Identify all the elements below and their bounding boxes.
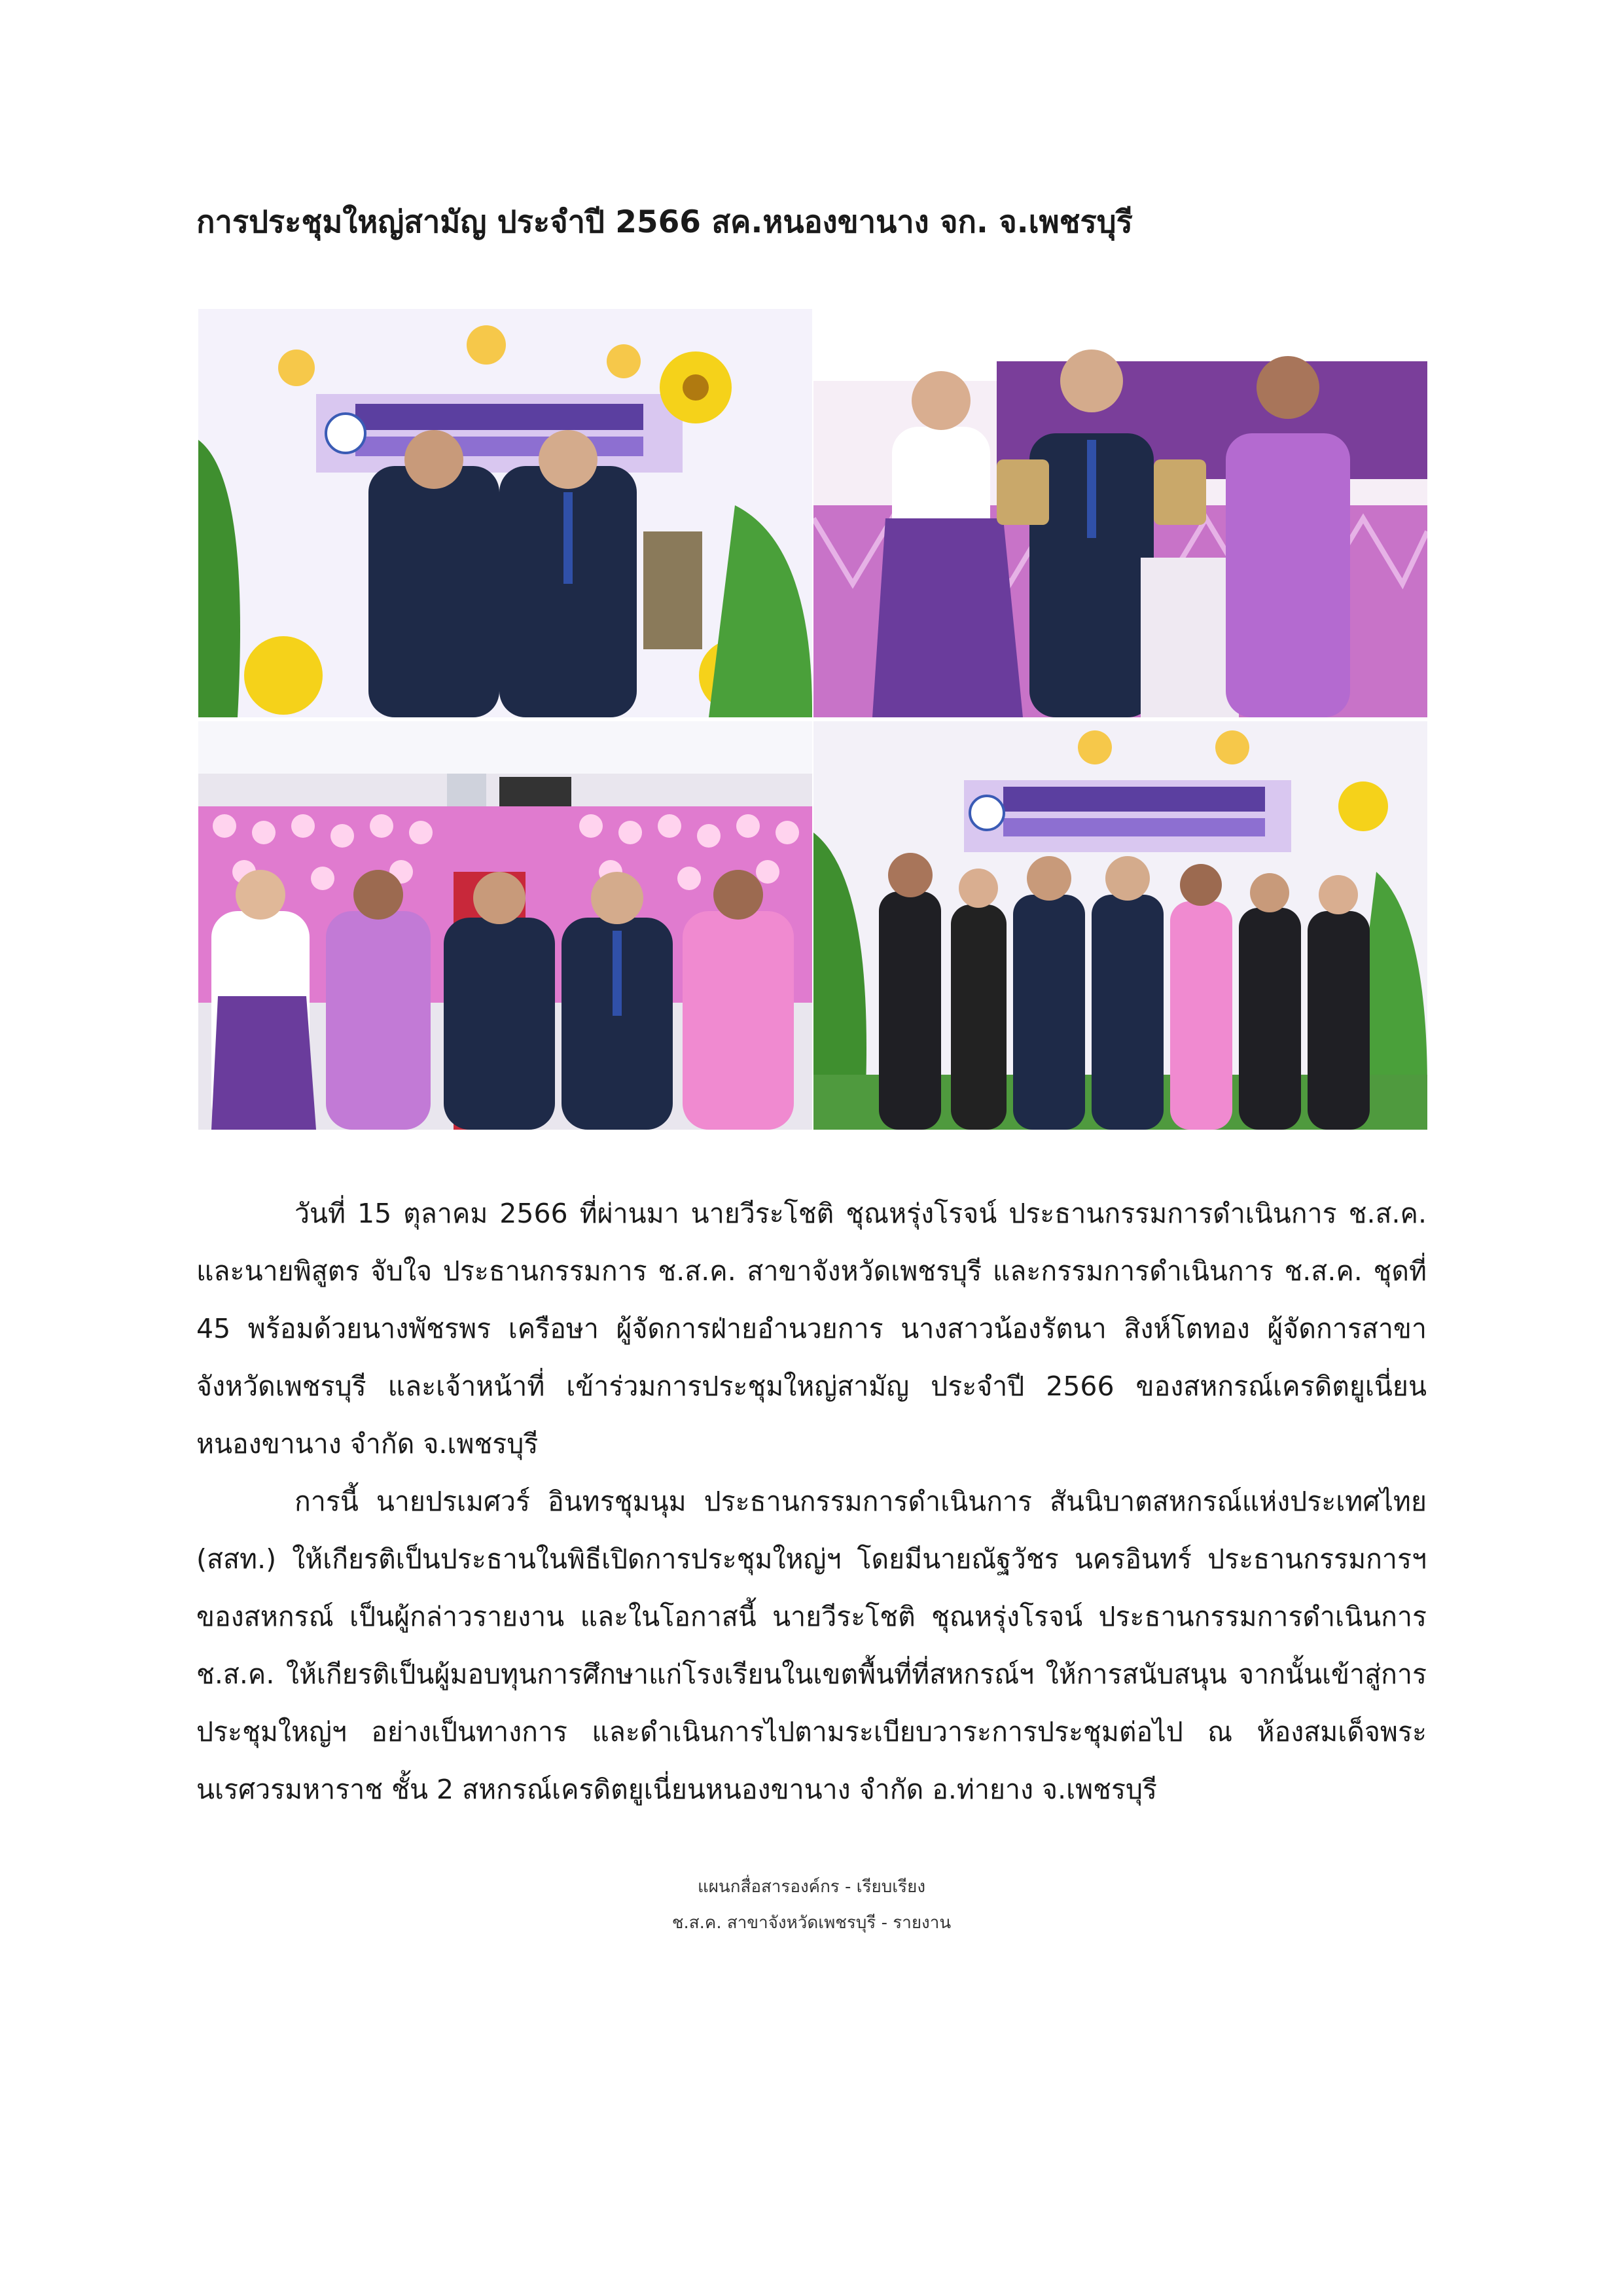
article-body xyxy=(196,1185,1427,1818)
photo-group-eight-backdrop xyxy=(813,721,1427,1130)
article-paragraph: วันที่ 15 ตุลาคม 2566 ที่ผ่านมา นายวีระโชติ ชุณหรุ่งโรจน์ ประธานกรรมการดำเนินการ ช.ส.ค. และนายพิสูตร จับใจ ประธานกรรมการ ช.ส.ค. สาขาจังหวัดเพชรบุรี และกรรมการดำเนินการ ช.ส.ค. ชุดที่ 45 พร้อมด้วยนางพัชรพร เครือษา ผู้จัดการฝ่ายอำนวยการ นางสาวน้องรัตนา สิงห์โตทอง ผู้จัดการสาขาจังหวัดเพชรบุรี และเจ้าหน้าที่ เข้าร่วมการประชุมใหญ่สามัญ ประจำปี 2566 ของสหกรณ์เครดิตยูเนี่ยนหนองขานาง จำกัด จ.เพชรบุรี xyxy=(196,1198,1427,1460)
article-paragraph: การนี้ นายปรเมศวร์ อินทรชุมนุม ประธานกรรมการดำเนินการ สันนิบาตสหกรณ์แห่งประเทศไทย (สสท.) ให้เกียรติเป็นประธานในพิธีเปิดการประชุมใหญ่ฯ โดยมีนายณัฐวัชร นครอินทร์ ประธานกรรมการฯ ของสหกรณ์ เป็นผู้กล่าวรายงาน และในโอกาสนี้ นายวีระโชติ ชุณหรุ่งโรจน์ ประธานกรรมการดำเนินการ ช.ส.ค. ให้เกียรติเป็นผู้มอบทุนการศึกษาแก่โรงเรียนในเขตพื้นที่ที่สหกรณ์ฯ ให้การสนับสนุน จากนั้นเข้าสู่การประชุมใหญ่ฯ อย่างเป็นทางการ และดำเนินการไปตามระเบียบวาระการประชุมต่อไป ณ ห้องสมเด็จพระนเรศวรมหาราช ชั้น 2 สหกรณ์เครดิตยูเนี่ยนหนองขานาง จำกัด อ.ท่ายาง จ.เพชรบุรี xyxy=(196,1486,1427,1805)
footer-credit-editor: แผนกสื่อสารองค์กร - เรียบเรียง xyxy=(697,1877,926,1897)
photo-audience-group xyxy=(198,721,812,1130)
document-title: การประชุมใหญ่สามัญ ประจำปี 2566 สค.หนองขานาง จก. จ.เพชรบุรี xyxy=(196,204,1133,240)
photo-gift-presentation xyxy=(813,309,1427,717)
photo-two-officials-backdrop xyxy=(198,309,812,717)
footer-credit-reporter: ช.ส.ค. สาขาจังหวัดเพชรบุรี - รายงาน xyxy=(671,1913,952,1933)
photo-collage xyxy=(198,309,1427,1131)
